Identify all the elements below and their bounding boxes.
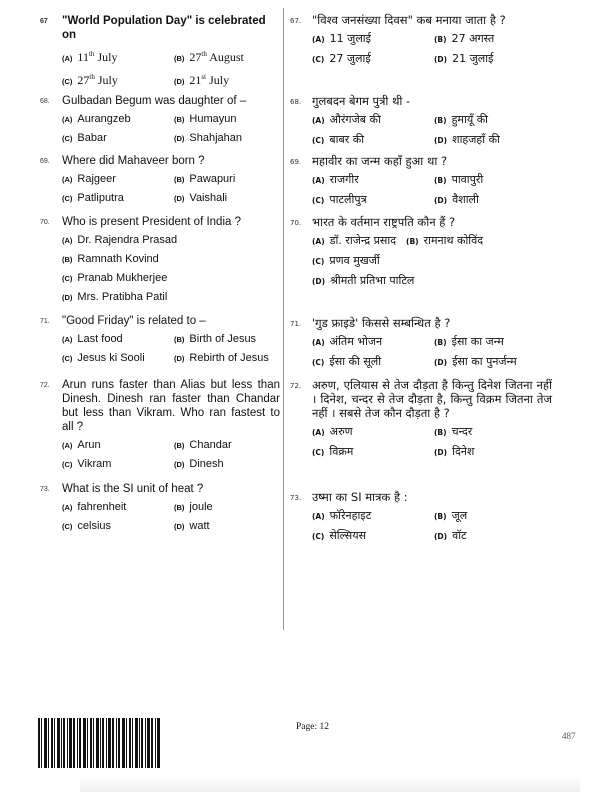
option-d: (D) ईसा का पुनर्जन्म bbox=[434, 355, 517, 368]
question-text: "World Population Day" is celebrated on bbox=[62, 15, 266, 41]
option-c: (C) ईसा की सूली bbox=[312, 355, 382, 368]
option-c: (C) celsius bbox=[62, 520, 112, 532]
option-c: (C) विक्रम bbox=[312, 445, 354, 458]
option-d: (D) दिनेश bbox=[434, 445, 475, 458]
question-text: Who is present President of India ? bbox=[62, 216, 241, 228]
option-d: (D) Shahjahan bbox=[174, 132, 243, 144]
options bbox=[40, 333, 280, 365]
question-text: महावीर का जन्म कहाँ हुआ था ? bbox=[312, 154, 448, 168]
scan-shadow bbox=[80, 775, 580, 792]
option-a: (A) फॉरेनहाइट bbox=[312, 509, 372, 522]
option-c: (C) Babar bbox=[62, 132, 107, 144]
question-text: What is the SI unit of heat ? bbox=[62, 483, 204, 495]
option-a: (A) Arun bbox=[62, 439, 101, 451]
question-number: 68. bbox=[40, 98, 50, 105]
options bbox=[40, 439, 280, 471]
option-b: (B) Birth of Jesus bbox=[174, 333, 257, 345]
option-d: (D) Dinesh bbox=[174, 458, 224, 470]
option-a: (A) 11th July bbox=[62, 50, 118, 64]
question-69-hi bbox=[290, 154, 552, 207]
option-b: (B) ईसा का जन्म bbox=[434, 335, 504, 348]
option-b: (B) Ramnath Kovind bbox=[62, 253, 159, 265]
option-a: (A) औरंगजेब की bbox=[312, 113, 381, 126]
question-text: Where did Mahaveer born ? bbox=[62, 155, 205, 167]
option-a: (A) Rajgeer bbox=[62, 173, 116, 185]
option-c: (C) Vikram bbox=[62, 458, 112, 470]
option-c: (C) Pranab Mukherjee bbox=[62, 272, 168, 284]
question-number: 73. bbox=[40, 486, 50, 493]
option-c: (C) Jesus ki Sooli bbox=[62, 352, 145, 364]
question-number: 69. bbox=[290, 158, 302, 166]
option-a: (A) राजगीर bbox=[312, 173, 359, 186]
option-a: (A) Dr. Rajendra Prasad bbox=[62, 234, 178, 246]
question-text: अरुण, एलियास से तेज दौड़ता है किन्तु दिनेश जितना नहीं । दिनेश, चन्दर से तेज दौड़ता है, किन्तु विक्रम जितना तेज नहीं । सबसे तेज कौन दौड़ता है ? bbox=[312, 378, 552, 420]
option-b: (B) Pawapuri bbox=[174, 173, 236, 185]
option-c: (C) 27th July bbox=[62, 73, 118, 87]
option-c: (C) 27 जुलाई bbox=[312, 52, 371, 65]
option-b: (B) रामनाथ कोविंद bbox=[406, 234, 484, 247]
booklet-code: 487 bbox=[562, 731, 576, 741]
option-a: (A) Last food bbox=[62, 333, 123, 345]
option-d: (D) 21st July bbox=[174, 73, 230, 87]
barcode bbox=[38, 718, 162, 768]
option-b: (B) हुमायूँ की bbox=[434, 113, 489, 126]
option-d: (D) वैशाली bbox=[434, 193, 479, 206]
question-72-en bbox=[40, 378, 280, 471]
option-d: (D) Vaishali bbox=[174, 192, 228, 204]
option-b: (B) 27th August bbox=[174, 50, 244, 64]
question-text: 'गुड फ्राइडे' किससे सम्बन्धित है ? bbox=[312, 316, 451, 330]
question-number: 70. bbox=[290, 219, 302, 227]
column-divider bbox=[283, 8, 284, 630]
option-d: (D) श्रीमती प्रतिभा पाटिल bbox=[312, 274, 415, 287]
question-67-en bbox=[40, 14, 280, 88]
option-b: (B) चन्दर bbox=[434, 425, 473, 438]
question-number: 67. bbox=[290, 17, 302, 25]
question-text: Gulbadan Begum was daughter of – bbox=[62, 95, 247, 107]
question-67-hi bbox=[290, 13, 552, 66]
question-text: "Good Friday" is related to – bbox=[62, 315, 206, 327]
option-d: (D) शाहजहाँ की bbox=[434, 133, 500, 146]
option-d: (D) वॉट bbox=[434, 529, 467, 542]
options bbox=[290, 234, 552, 288]
question-68-en bbox=[40, 94, 280, 145]
option-c: (C) प्रणव मुखर्जी bbox=[312, 254, 380, 267]
question-73-hi bbox=[290, 490, 552, 543]
options bbox=[40, 113, 280, 145]
option-b: (B) Chandar bbox=[174, 439, 232, 451]
option-a: (A) डॉ. राजेन्द्र प्रसाद bbox=[312, 234, 397, 247]
options bbox=[40, 234, 280, 304]
question-number: 73. bbox=[290, 494, 302, 502]
option-b: (B) पावापुरी bbox=[434, 173, 484, 186]
question-text: गुलबदन बेगम पुत्री थी - bbox=[312, 94, 411, 108]
options bbox=[40, 48, 280, 88]
options bbox=[290, 509, 552, 543]
question-68-hi bbox=[290, 94, 552, 147]
question-number: 72. bbox=[40, 382, 50, 389]
option-d: (D) Mrs. Pratibha Patil bbox=[62, 291, 168, 303]
question-73-en bbox=[40, 482, 280, 533]
option-c: (C) सेल्सियस bbox=[312, 529, 367, 542]
options bbox=[40, 501, 280, 533]
question-text: उष्मा का SI मात्रक है : bbox=[312, 490, 408, 504]
option-b: (B) joule bbox=[174, 501, 213, 513]
options bbox=[290, 173, 552, 207]
question-text: "विश्व जनसंख्या दिवस" कब मनाया जाता है ? bbox=[312, 13, 506, 27]
option-d: (D) Rebirth of Jesus bbox=[174, 352, 269, 364]
question-number: 67 bbox=[40, 18, 48, 25]
question-number: 71. bbox=[290, 320, 302, 328]
question-number: 70. bbox=[40, 219, 50, 226]
question-text: भारत के वर्तमान राष्ट्रपति कौन हैं ? bbox=[312, 215, 456, 229]
options bbox=[290, 425, 552, 459]
question-71-hi bbox=[290, 316, 552, 369]
option-a: (A) Aurangzeb bbox=[62, 113, 131, 125]
option-d: (D) watt bbox=[174, 520, 210, 532]
option-a: (A) 11 जुलाई bbox=[312, 32, 372, 45]
option-b: (B) जूल bbox=[434, 509, 468, 522]
question-number: 69. bbox=[40, 158, 50, 165]
option-a: (A) अरुण bbox=[312, 425, 353, 438]
option-d: (D) 21 जुलाई bbox=[434, 52, 494, 65]
question-number: 68. bbox=[290, 98, 302, 106]
option-b: (B) Humayun bbox=[174, 113, 237, 125]
option-c: (C) पाटलीपुत्र bbox=[312, 193, 367, 206]
option-a: (A) fahrenheit bbox=[62, 501, 127, 513]
options bbox=[290, 113, 552, 147]
question-69-en bbox=[40, 154, 280, 205]
question-number: 72. bbox=[290, 382, 302, 390]
options bbox=[290, 32, 552, 66]
option-a: (A) अंतिम भोजन bbox=[312, 335, 383, 348]
option-b: (B) 27 अगस्त bbox=[434, 32, 495, 45]
question-71-en bbox=[40, 314, 280, 365]
options bbox=[290, 335, 552, 369]
option-c: (C) Patliputra bbox=[62, 192, 124, 204]
question-number: 71. bbox=[40, 318, 50, 325]
options bbox=[40, 173, 280, 205]
page-number: Page: 12 bbox=[296, 722, 329, 732]
question-70-hi bbox=[290, 215, 552, 288]
question-text: Arun runs faster than Alias but less than Dinesh. Dinesh ran faster than Chandar but less than Vikram. Who ran fastest to all ? bbox=[62, 379, 280, 433]
question-72-hi bbox=[290, 378, 552, 459]
question-70-en bbox=[40, 215, 280, 304]
option-c: (C) बाबर की bbox=[312, 133, 365, 146]
